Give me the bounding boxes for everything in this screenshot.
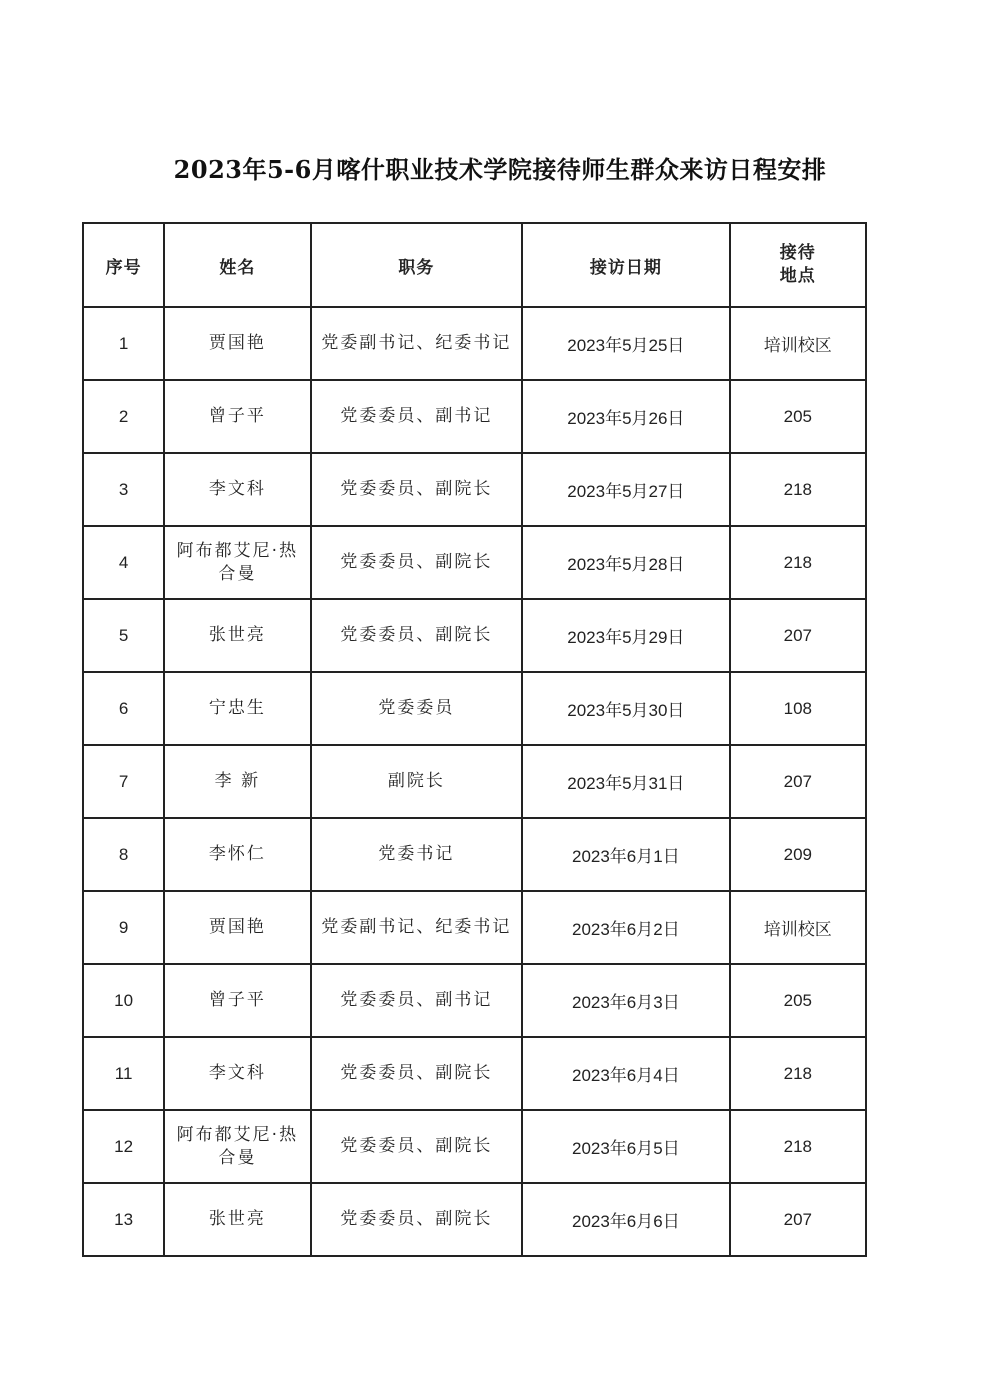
header-position: 职务 [311, 223, 523, 307]
cell-name: 阿布都艾尼·热合曼 [164, 526, 310, 599]
table-row [83, 745, 866, 818]
cell-index: 12 [83, 1110, 164, 1183]
cell-location: 207 [730, 1183, 866, 1256]
cell-position: 党委书记 [311, 818, 523, 891]
cell-location: 218 [730, 1110, 866, 1183]
cell-index: 8 [83, 818, 164, 891]
schedule-table [82, 222, 867, 1257]
table-row [83, 599, 866, 672]
cell-position: 党委委员、副院长 [311, 1183, 523, 1256]
cell-index: 4 [83, 526, 164, 599]
table-row [83, 891, 866, 964]
cell-location: 培训校区 [730, 891, 866, 964]
table-row [83, 672, 866, 745]
header-index: 序号 [83, 223, 164, 307]
cell-name: 李 新 [164, 745, 310, 818]
cell-index: 5 [83, 599, 164, 672]
header-location-line1: 接待 [779, 243, 816, 264]
page-title: 2023年5-6月喀什职业技术学院接待师生群众来访日程安排 [173, 155, 827, 184]
table-row [83, 526, 866, 599]
cell-name: 李文科 [164, 453, 310, 526]
cell-index: 2 [83, 380, 164, 453]
cell-index: 11 [83, 1037, 164, 1110]
cell-position: 党委委员、副书记 [311, 964, 523, 1037]
cell-date: 2023年5月30日 [522, 672, 730, 745]
cell-index: 3 [83, 453, 164, 526]
cell-date: 2023年6月2日 [522, 891, 730, 964]
cell-date: 2023年6月5日 [522, 1110, 730, 1183]
cell-name: 张世亮 [164, 599, 310, 672]
cell-date: 2023年6月6日 [522, 1183, 730, 1256]
cell-date: 2023年5月25日 [522, 307, 730, 380]
cell-date: 2023年5月26日 [522, 380, 730, 453]
cell-date: 2023年5月31日 [522, 745, 730, 818]
cell-index: 6 [83, 672, 164, 745]
cell-date: 2023年6月1日 [522, 818, 730, 891]
cell-date: 2023年5月27日 [522, 453, 730, 526]
cell-name: 曾子平 [164, 380, 310, 453]
cell-location: 218 [730, 453, 866, 526]
table-row [83, 1037, 866, 1110]
table-row [83, 380, 866, 453]
cell-position: 党委副书记、纪委书记 [311, 307, 523, 380]
cell-index: 9 [83, 891, 164, 964]
cell-name: 李怀仁 [164, 818, 310, 891]
cell-location: 205 [730, 964, 866, 1037]
header-date: 接访日期 [522, 223, 730, 307]
cell-name: 贾国艳 [164, 307, 310, 380]
cell-index: 10 [83, 964, 164, 1037]
header-name: 姓名 [164, 223, 310, 307]
cell-index: 13 [83, 1183, 164, 1256]
cell-name: 贾国艳 [164, 891, 310, 964]
cell-position: 党委委员、副书记 [311, 380, 523, 453]
table-row [83, 1110, 866, 1183]
cell-position: 党委委员、副院长 [311, 453, 523, 526]
cell-name: 张世亮 [164, 1183, 310, 1256]
cell-date: 2023年6月4日 [522, 1037, 730, 1110]
cell-name: 曾子平 [164, 964, 310, 1037]
cell-location: 205 [730, 380, 866, 453]
cell-position: 党委委员、副院长 [311, 1037, 523, 1110]
cell-location: 培训校区 [730, 307, 866, 380]
cell-location: 108 [730, 672, 866, 745]
cell-date: 2023年6月3日 [522, 964, 730, 1037]
table-row [83, 818, 866, 891]
header-location-line2: 地点 [779, 266, 816, 286]
cell-location: 218 [730, 1037, 866, 1110]
cell-location: 218 [730, 526, 866, 599]
cell-name: 李文科 [164, 1037, 310, 1110]
table-row [83, 964, 866, 1037]
table-header-row [83, 223, 866, 307]
cell-date: 2023年5月29日 [522, 599, 730, 672]
header-location [730, 223, 866, 307]
cell-location: 209 [730, 818, 866, 891]
cell-position: 党委委员、副院长 [311, 526, 523, 599]
cell-date: 2023年5月28日 [522, 526, 730, 599]
cell-location: 207 [730, 745, 866, 818]
cell-index: 7 [83, 745, 164, 818]
table-row [83, 1183, 866, 1256]
cell-name: 阿布都艾尼·热合曼 [164, 1110, 310, 1183]
cell-position: 党委委员 [311, 672, 523, 745]
cell-position: 党委委员、副院长 [311, 599, 523, 672]
table-row [83, 307, 866, 380]
cell-position: 党委副书记、纪委书记 [311, 891, 523, 964]
cell-position: 党委委员、副院长 [311, 1110, 523, 1183]
cell-position: 副院长 [311, 745, 523, 818]
table-row [83, 453, 866, 526]
cell-location: 207 [730, 599, 866, 672]
cell-name: 宁忠生 [164, 672, 310, 745]
cell-index: 1 [83, 307, 164, 380]
